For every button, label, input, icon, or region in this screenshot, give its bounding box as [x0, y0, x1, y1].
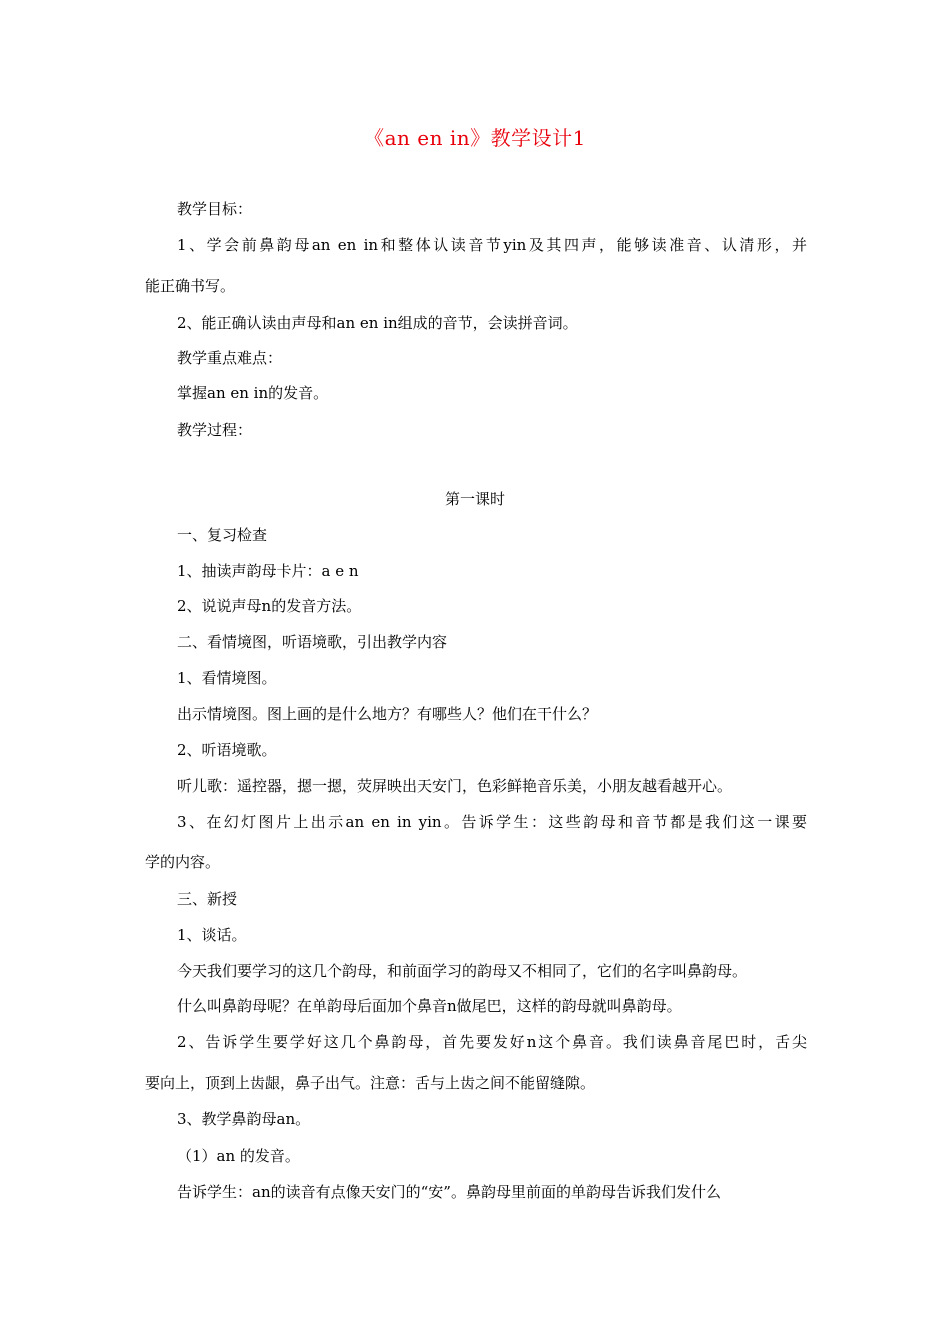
text-line: 三、新授: [177, 890, 238, 908]
text-line: 2、告诉学生要学好这几个鼻韵母，首先要发好n这个鼻音。我们读鼻音尾巴时，舌尖: [177, 1033, 807, 1051]
text-line: （1）an 的发音。: [177, 1147, 300, 1165]
text-line: 一、复习检查: [177, 526, 268, 544]
text-line: 教学重点难点：: [177, 349, 283, 367]
text-line: 3、在幻灯图片上出示an en in yin。告诉学生：这些韵母和音节都是我们这一课要: [177, 813, 807, 831]
text-line: 二、看情境图，听语境歌，引出教学内容: [177, 633, 448, 651]
text-line: 掌握an en in的发音。: [177, 384, 329, 402]
document-title: 《an en in》教学设计1: [364, 126, 586, 150]
text-line: 出示情境图。图上画的是什么地方？有哪些人？他们在干什么？: [177, 705, 598, 723]
text-line: 今天我们要学习的这几个韵母，和前面学习的韵母又不相同了，它们的名字叫鼻韵母。: [177, 962, 748, 980]
text-line: 什么叫鼻韵母呢？在单韵母后面加个鼻音n做尾巴，这样的韵母就叫鼻韵母。: [177, 997, 682, 1015]
text-line: 1、抽读声韵母卡片：a e n: [177, 562, 359, 580]
text-line: 能正确书写。: [145, 277, 236, 295]
text-line: 2、说说声母n的发音方法。: [177, 597, 362, 615]
text-line: 1、谈话。: [177, 926, 247, 944]
text-line: 教学目标：: [177, 200, 253, 218]
text-line: 1、看情境图。: [177, 669, 277, 687]
text-line: 要向上，顶到上齿龈，鼻子出气。注意：舌与上齿之间不能留缝隙。: [145, 1074, 596, 1092]
text-line: 听儿歌：遥控器，摁一摁，荧屏映出天安门，色彩鲜艳音乐美，小朋友越看越开心。: [177, 777, 733, 795]
text-line: 告诉学生：an的读音有点像天安门的“安”。鼻韵母里前面的单韵母告诉我们发什么: [177, 1183, 721, 1201]
text-line: 2、听语境歌。: [177, 741, 277, 759]
text-line: 教学过程：: [177, 421, 253, 439]
section-heading: 第一课时: [444, 490, 505, 508]
text-line: 学的内容。: [145, 853, 221, 871]
text-line: 3、教学鼻韵母an。: [177, 1110, 311, 1128]
text-line: 1、学会前鼻韵母an en in和整体认读音节yin及其四声，能够读准音、认清形，并: [177, 236, 807, 254]
text-line: 2、能正确认读由声母和an en in组成的音节，会读拼音词。: [177, 314, 578, 332]
